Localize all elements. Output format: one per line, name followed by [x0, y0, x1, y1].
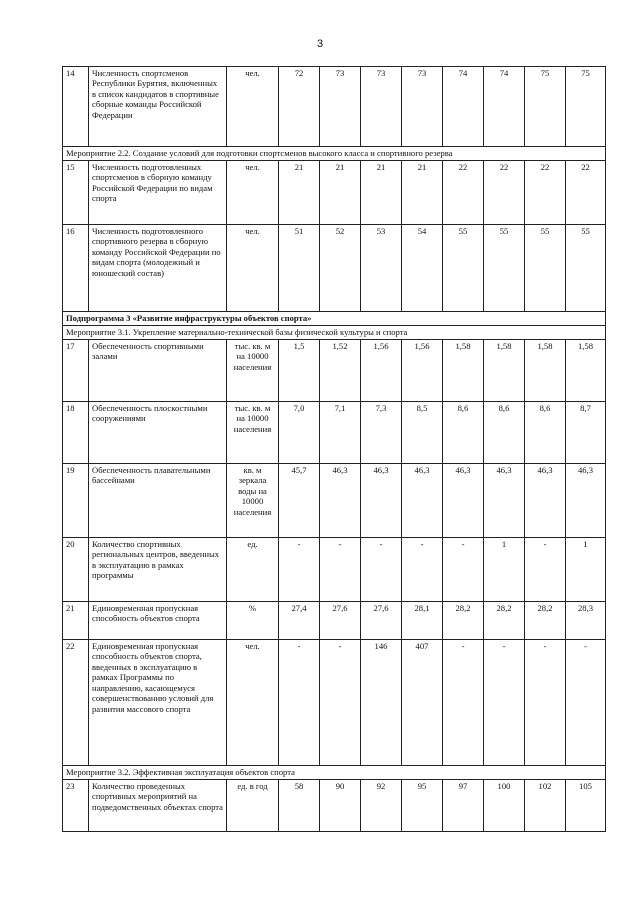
- value-cell: -: [402, 538, 443, 602]
- value-cell: -: [484, 640, 525, 766]
- indicator-name: Количество спортивных региональных центров, введенных в эксплуатацию в рамках программы: [89, 538, 227, 602]
- value-cell: 22: [484, 161, 525, 225]
- unit-cell: тыс. кв. м на 10000 населения: [227, 402, 279, 464]
- indicator-name: Количество проведенных спортивных мероприятий на подведомственных объектах спорта: [89, 780, 227, 832]
- value-cell: 1,58: [525, 340, 566, 402]
- value-cell: 21: [361, 161, 402, 225]
- section-row: [63, 326, 606, 340]
- row-number: 20: [63, 538, 89, 602]
- value-cell: 27,6: [361, 602, 402, 640]
- value-cell: 55: [525, 225, 566, 312]
- unit-cell: тыс. кв. м на 10000 населения: [227, 340, 279, 402]
- unit-cell: чел.: [227, 225, 279, 312]
- table-row: [63, 225, 606, 312]
- value-cell: 28,3: [566, 602, 606, 640]
- section-row: [63, 766, 606, 780]
- value-cell: 73: [361, 67, 402, 147]
- indicator-name: Обеспеченность плавательными бассейнами: [89, 464, 227, 538]
- indicator-name: Единовременная пропускная способность объектов спорта: [89, 602, 227, 640]
- indicators-table: [62, 66, 606, 832]
- value-cell: 46,3: [525, 464, 566, 538]
- value-cell: 1,58: [484, 340, 525, 402]
- value-cell: 1,56: [402, 340, 443, 402]
- row-number: 22: [63, 640, 89, 766]
- value-cell: 95: [402, 780, 443, 832]
- indicator-name: Численность подготовленных спортсменов в сборную команду Российской Федерации по видам спорта: [89, 161, 227, 225]
- table-row: [63, 640, 606, 766]
- value-cell: 46,3: [484, 464, 525, 538]
- value-cell: 92: [361, 780, 402, 832]
- value-cell: 52: [320, 225, 361, 312]
- value-cell: 7,1: [320, 402, 361, 464]
- table-row: [63, 538, 606, 602]
- value-cell: 8,7: [566, 402, 606, 464]
- value-cell: 1: [484, 538, 525, 602]
- value-cell: 73: [320, 67, 361, 147]
- value-cell: 72: [279, 67, 320, 147]
- value-cell: 45,7: [279, 464, 320, 538]
- value-cell: 22: [525, 161, 566, 225]
- value-cell: 27,6: [320, 602, 361, 640]
- value-cell: 1,5: [279, 340, 320, 402]
- value-cell: 51: [279, 225, 320, 312]
- value-cell: 90: [320, 780, 361, 832]
- value-cell: -: [566, 640, 606, 766]
- table-row: [63, 161, 606, 225]
- row-number: 18: [63, 402, 89, 464]
- value-cell: 407: [402, 640, 443, 766]
- indicator-name: Единовременная пропускная способность объектов спорта, введенных в эксплуатацию в рамках Программы по направлению, касающемуся совершенствованию условий для развития массового спорта: [89, 640, 227, 766]
- value-cell: 8,5: [402, 402, 443, 464]
- value-cell: 55: [566, 225, 606, 312]
- unit-cell: %: [227, 602, 279, 640]
- value-cell: 7,3: [361, 402, 402, 464]
- value-cell: 54: [402, 225, 443, 312]
- value-cell: 21: [402, 161, 443, 225]
- row-number: 21: [63, 602, 89, 640]
- value-cell: 22: [566, 161, 606, 225]
- value-cell: 74: [484, 67, 525, 147]
- value-cell: 1,52: [320, 340, 361, 402]
- indicator-name: Обеспеченность спортивными залами: [89, 340, 227, 402]
- value-cell: 75: [566, 67, 606, 147]
- value-cell: 105: [566, 780, 606, 832]
- value-cell: -: [525, 538, 566, 602]
- row-number: 14: [63, 67, 89, 147]
- unit-cell: ед.: [227, 538, 279, 602]
- value-cell: -: [320, 640, 361, 766]
- value-cell: 73: [402, 67, 443, 147]
- value-cell: 55: [484, 225, 525, 312]
- value-cell: 58: [279, 780, 320, 832]
- value-cell: 46,3: [566, 464, 606, 538]
- value-cell: 102: [525, 780, 566, 832]
- subprogram-title: Подпрограмма 3 «Развитие инфраструктуры объектов спорта»: [63, 312, 606, 326]
- measure-title: Мероприятие 3.1. Укрепление материально-технической базы физической культуры и спорта: [63, 326, 606, 340]
- value-cell: 28,2: [484, 602, 525, 640]
- value-cell: 21: [279, 161, 320, 225]
- value-cell: 1,58: [566, 340, 606, 402]
- value-cell: -: [443, 538, 484, 602]
- value-cell: 146: [361, 640, 402, 766]
- value-cell: 100: [484, 780, 525, 832]
- value-cell: 8,6: [525, 402, 566, 464]
- value-cell: -: [279, 538, 320, 602]
- table-row: [63, 340, 606, 402]
- value-cell: -: [361, 538, 402, 602]
- value-cell: 53: [361, 225, 402, 312]
- value-cell: 74: [443, 67, 484, 147]
- value-cell: 46,3: [320, 464, 361, 538]
- value-cell: 46,3: [361, 464, 402, 538]
- value-cell: -: [525, 640, 566, 766]
- value-cell: 46,3: [443, 464, 484, 538]
- value-cell: 28,1: [402, 602, 443, 640]
- value-cell: 8,6: [484, 402, 525, 464]
- row-number: 23: [63, 780, 89, 832]
- value-cell: 28,2: [443, 602, 484, 640]
- value-cell: 7,0: [279, 402, 320, 464]
- unit-cell: чел.: [227, 640, 279, 766]
- measure-title: Мероприятие 3.2. Эффективная эксплуатация объектов спорта: [63, 766, 606, 780]
- page-number: 3: [316, 38, 324, 50]
- value-cell: 21: [320, 161, 361, 225]
- value-cell: 55: [443, 225, 484, 312]
- unit-cell: чел.: [227, 161, 279, 225]
- section-row: [63, 147, 606, 161]
- indicator-name: Обеспеченность плоскостными сооружениями: [89, 402, 227, 464]
- indicator-name: Численность спортсменов Республики Бурятия, включенных в список кандидатов в спортивные сборные команды Российской Федерации: [89, 67, 227, 147]
- value-cell: -: [320, 538, 361, 602]
- value-cell: 1,56: [361, 340, 402, 402]
- value-cell: 97: [443, 780, 484, 832]
- table-row: [63, 780, 606, 832]
- value-cell: 8,6: [443, 402, 484, 464]
- value-cell: 75: [525, 67, 566, 147]
- indicator-name: Численность подготовленного спортивного резерва в сборную команду Российской Федерации по видам спорта (молодежный и юношеский состав): [89, 225, 227, 312]
- section-row: [63, 312, 606, 326]
- value-cell: 1: [566, 538, 606, 602]
- row-number: 15: [63, 161, 89, 225]
- row-number: 16: [63, 225, 89, 312]
- row-number: 17: [63, 340, 89, 402]
- unit-cell: чел.: [227, 67, 279, 147]
- value-cell: -: [443, 640, 484, 766]
- value-cell: 46,3: [402, 464, 443, 538]
- measure-title: Мероприятие 2.2. Создание условий для подготовки спортсменов высокого класса и спортивного резерва: [63, 147, 606, 161]
- table-row: [63, 402, 606, 464]
- table-row: [63, 67, 606, 147]
- value-cell: 27,4: [279, 602, 320, 640]
- table-row: [63, 602, 606, 640]
- unit-cell: ед. в год: [227, 780, 279, 832]
- value-cell: 1,58: [443, 340, 484, 402]
- unit-cell: кв. м зеркала воды на 10000 населения: [227, 464, 279, 538]
- row-number: 19: [63, 464, 89, 538]
- value-cell: -: [279, 640, 320, 766]
- value-cell: 22: [443, 161, 484, 225]
- table-row: [63, 464, 606, 538]
- value-cell: 28,2: [525, 602, 566, 640]
